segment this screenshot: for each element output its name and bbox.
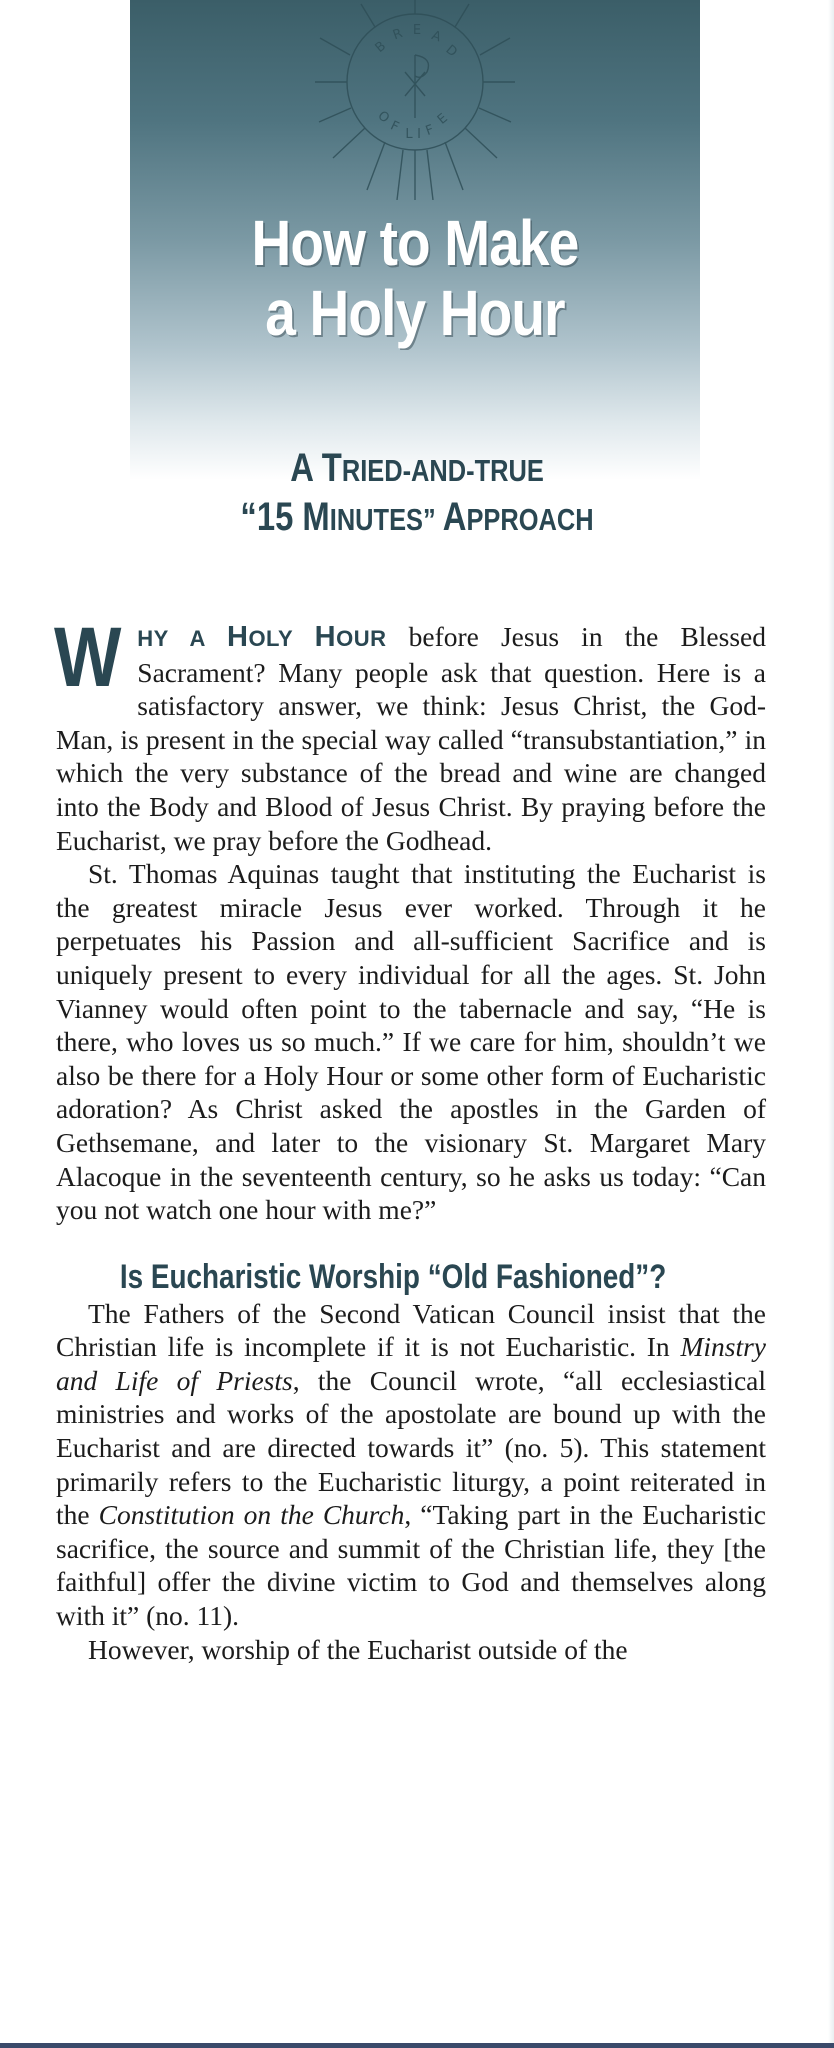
paragraph-4: However, worship of the Eucharist outside of the: [88, 1633, 628, 1665]
svg-text:D: D: [442, 42, 460, 61]
svg-text:E: E: [412, 23, 422, 38]
svg-text:F: F: [423, 122, 436, 140]
page-edge: [828, 0, 834, 2048]
svg-text:O: O: [374, 108, 392, 127]
title-line-1: How to Make: [251, 207, 579, 279]
drop-cap: W: [54, 610, 122, 704]
svg-text:E: E: [434, 110, 451, 128]
article-body: [54, 610, 766, 1666]
subtitle-line-1: A TRIED-AND-TRUE: [290, 446, 544, 490]
chi-rho-sunburst-icon: [315, 0, 515, 200]
citation-title: Minstry and Life of Priests: [56, 1331, 766, 1396]
paragraph-1: WHY A HOLY HOUR before Jesus in the Blessed Sacrament? Many people ask that question. Here is a satisfactory answer, we think: Jesus Christ, the God-Man, is present in the special way called “transubstantiation,” in which the very substance of the bread and wine are changed into the Body and Blood of Jesus Christ. By praying before the Eucharist, we pray before the Godhead.: [54, 610, 766, 856]
svg-text:L: L: [405, 127, 413, 142]
header-banner: [130, 0, 700, 480]
svg-text:I: I: [417, 127, 421, 142]
page-bottom-border: [0, 2043, 834, 2048]
subtitle-line-2: “15 MINUTES” APPROACH: [240, 495, 594, 539]
svg-text:B: B: [372, 38, 389, 56]
svg-text:F: F: [387, 118, 402, 136]
paragraph-2: St. Thomas Aquinas taught that instituting the Eucharist is the greatest miracle Jesus ever worked. Through it he perpetuates his Passion and all-sufficient Sacrifice and is uniquely present to every individual for all the ages. St. John Vianney would often point to the tabernacle and say, “He is there, who loves us so much.” If we care for him, shouldn’t we also be there for a Holy Hour or some other form of Eucharistic adoration? As Christ asked the apostles in the Garden of Gethsemane, and later to the visionary St. Margaret Mary Alacoque in the seventeenth century, so he asks us today: “Can you not watch one hour with me?”: [56, 858, 766, 1226]
page-title: [170, 208, 660, 348]
svg-text:R: R: [390, 26, 405, 44]
title-line-2: a Holy Hour: [265, 277, 565, 349]
subtitle: [75, 445, 759, 543]
citation-title: Constitution on the Church: [98, 1499, 405, 1531]
section-heading: Is Eucharistic Worship “Old Fashioned”?: [119, 1257, 667, 1296]
svg-text:A: A: [429, 28, 443, 46]
lead-in: HY A HOLY HOUR: [137, 621, 387, 653]
paragraph-3: The Fathers of the Second Vatican Council insist that the Christian life is incomplete if it is not Eucharistic. In Minstry and Life of Priests, the Council wrote, “all ecclesiastical ministries and works of the apostolate are bound up with the Eucharist and are directed towards it” (no. 5). This statement primarily refers to the Eucharistic liturgy, a point reiterated in the Constitution on the Church, “Taking part in the Eucharistic sacrifice, the source and summit of the Christian life, they [the faithful] offer the divine victim to God and themselves along with it” (no. 11).: [56, 1297, 766, 1632]
